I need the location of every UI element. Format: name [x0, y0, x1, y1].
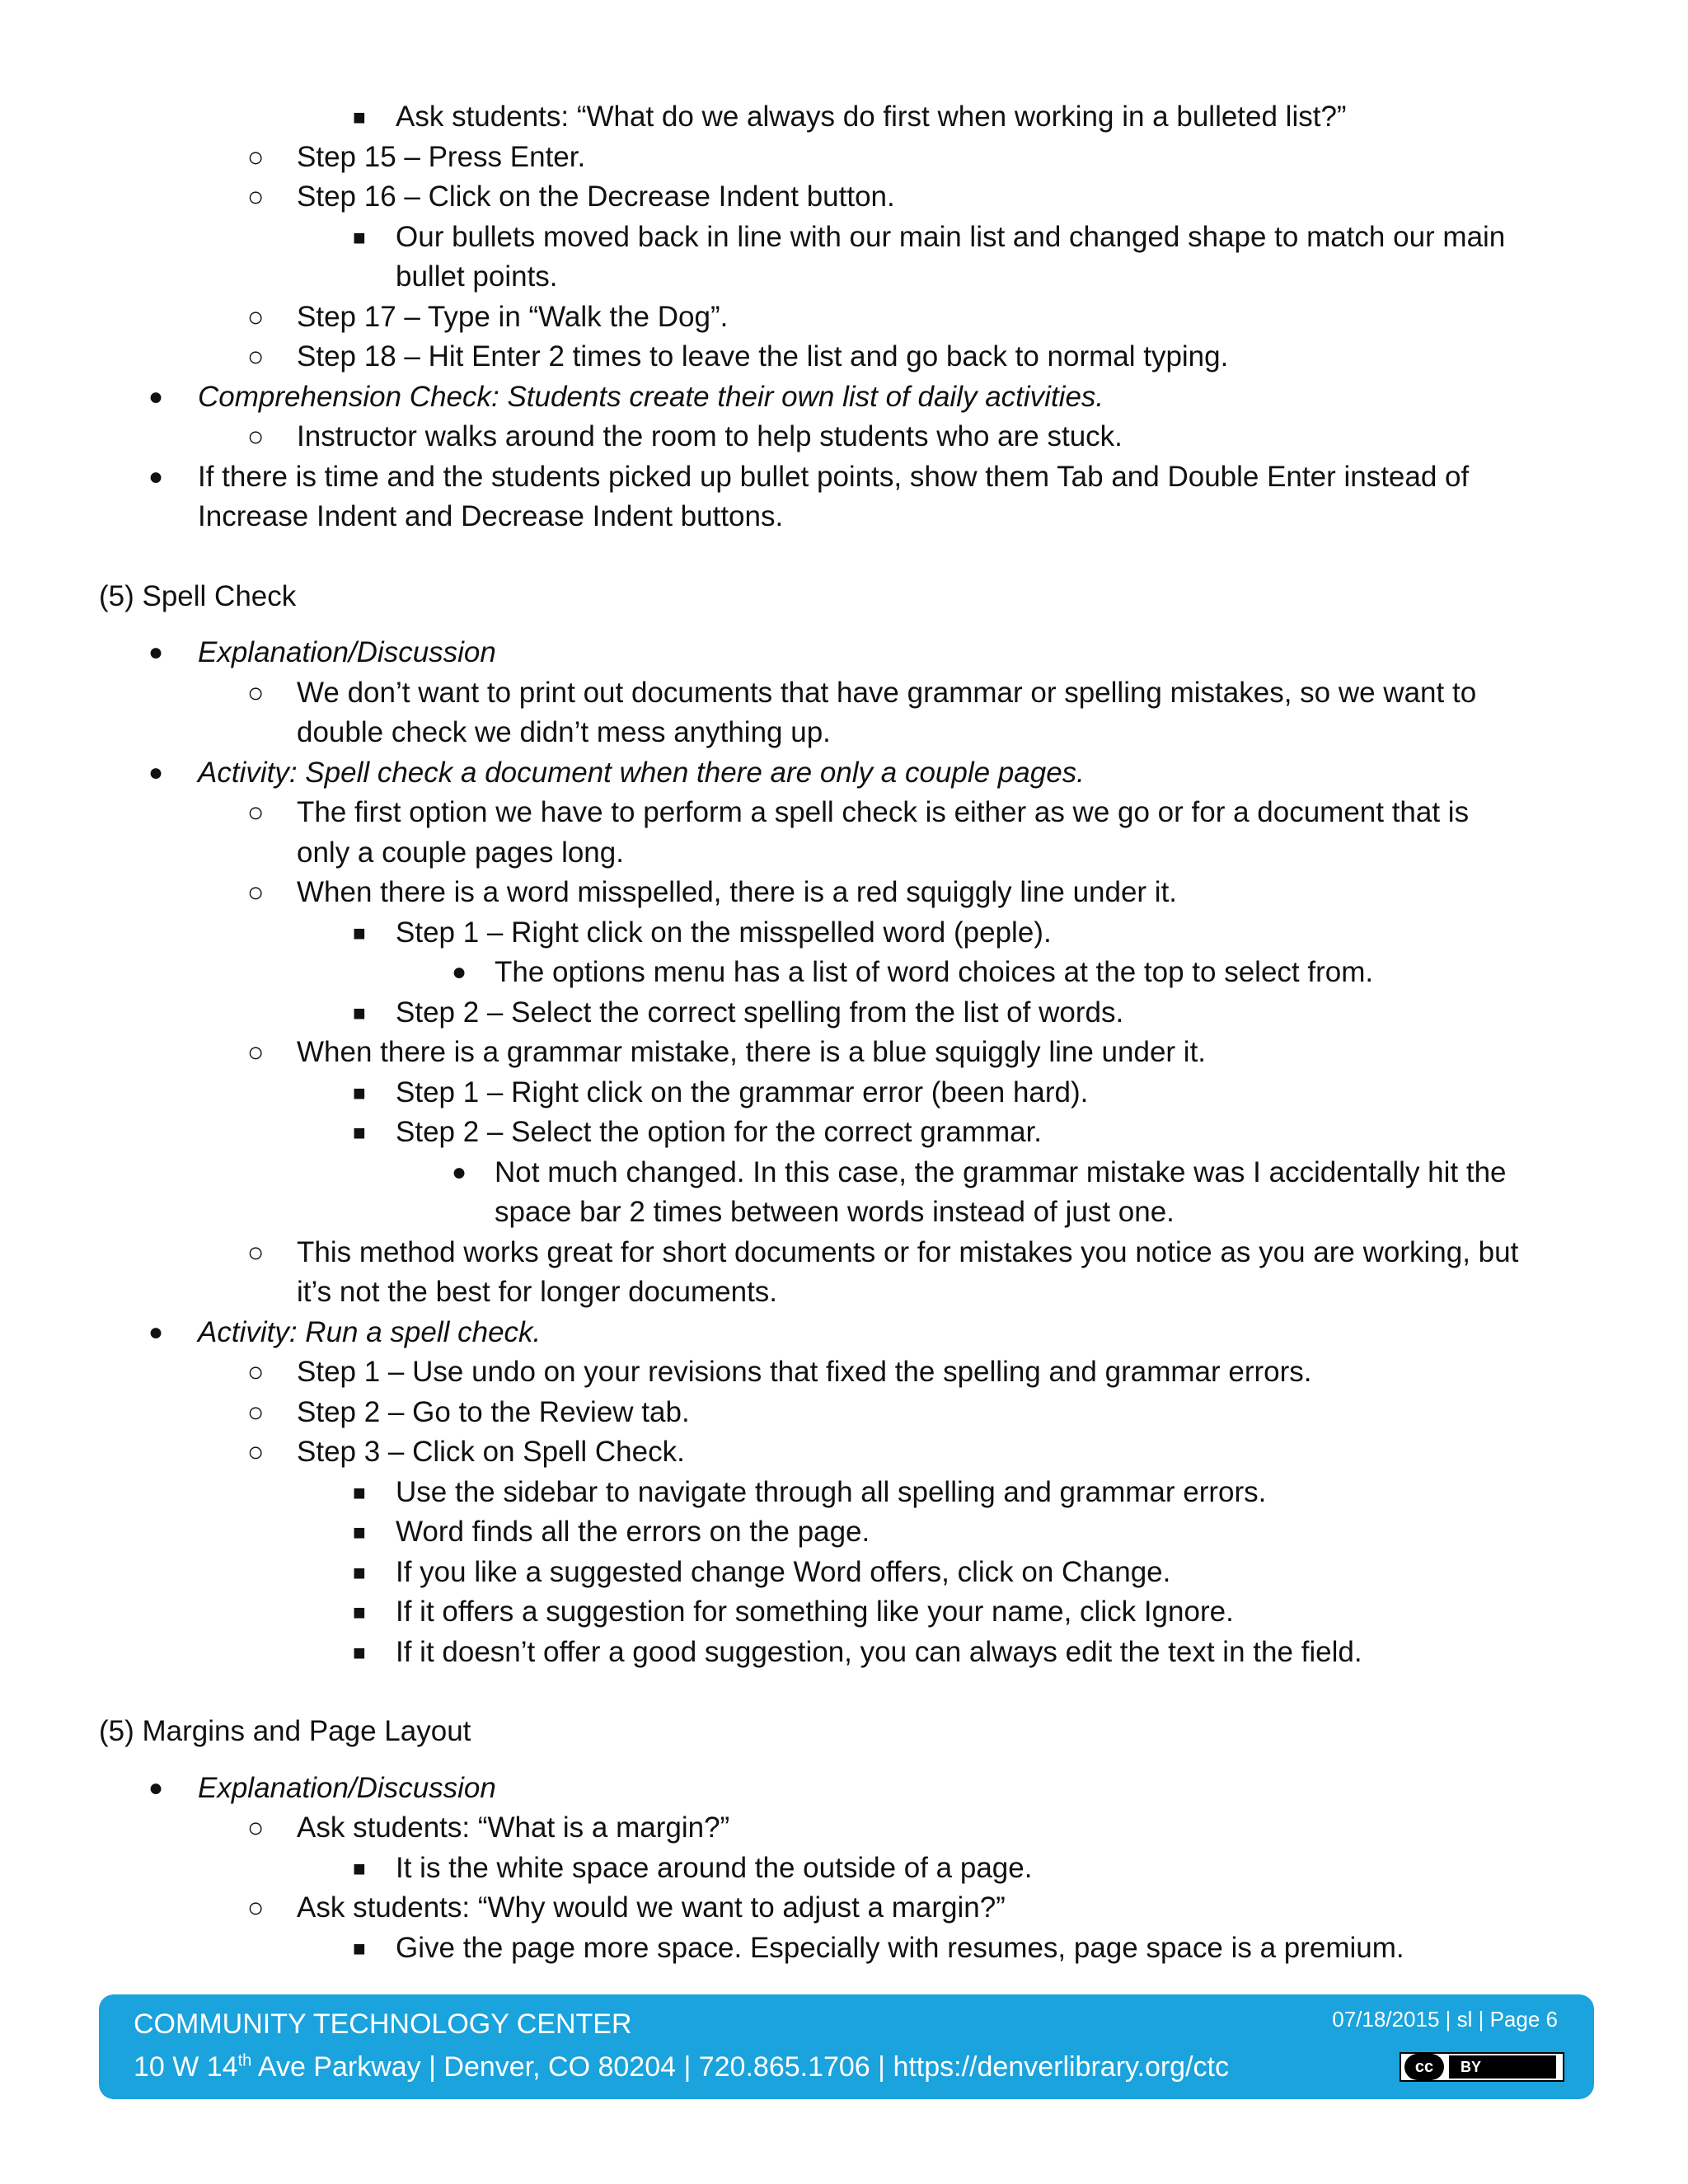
list-item: ■ It is the white space around the outside of a page. [0, 1849, 1688, 1889]
list-item: ■ Use the sidebar to navigate through all spelling and grammar errors. [0, 1473, 1688, 1513]
circle-bullet: ○ [247, 341, 265, 373]
section-heading-margins: (5) Margins and Page Layout [99, 1715, 471, 1747]
square-bullet: ■ [353, 1600, 366, 1624]
disc-bullet: ● [452, 958, 467, 986]
list-item: ● The options menu has a list of word choices at the top to select from. [0, 953, 1688, 993]
disc-bullet: ● [148, 758, 164, 786]
circle-bullet: ○ [247, 797, 265, 828]
list-item: ■ Give the page more space. Especially with resumes, page space is a premium. [0, 1929, 1688, 1969]
list-item: ● Not much changed. In this case, the grammar mistake was I accidentally hit the [0, 1153, 1688, 1193]
list-item: ● Explanation/Discussion [0, 633, 1688, 673]
list-item: ○ Step 3 – Click on Spell Check. [0, 1432, 1688, 1473]
circle-bullet: ○ [247, 1357, 265, 1388]
circle-bullet: ○ [247, 141, 265, 173]
circle-bullet: ○ [247, 181, 265, 213]
list-item: ■ Step 2 – Select the correct spelling from the list of words. [0, 993, 1688, 1033]
square-bullet: ■ [353, 1080, 366, 1105]
list-item: ■ Our bullets moved back in line with our main list and changed shape to match our main [0, 218, 1688, 258]
section-heading-spell-check: (5) Spell Check [99, 579, 297, 612]
cc-by-license-icon [1400, 2052, 1564, 2082]
list-item-continuation: space bar 2 times between words instead of just one. [495, 1196, 1175, 1228]
list-item: ■ Word finds all the errors on the page. [0, 1512, 1688, 1553]
footer-date-page: 07/18/2015 | sl | Page 6 [1332, 2007, 1558, 2032]
list-item: ○ Step 18 – Hit Enter 2 times to leave the list and go back to normal typing. [0, 337, 1688, 377]
circle-bullet: ○ [247, 677, 265, 709]
disc-bullet: ● [452, 1158, 467, 1186]
list-item: ○ Step 2 – Go to the Review tab. [0, 1393, 1688, 1433]
circle-bullet: ○ [247, 877, 265, 908]
list-item: ○ The first option we have to perform a spell check is either as we go or for a document that is [0, 793, 1688, 833]
list-item: ■ Step 1 – Right click on the grammar error (been hard). [0, 1073, 1688, 1113]
square-bullet: ■ [353, 1120, 366, 1145]
circle-bullet: ○ [247, 301, 265, 333]
list-item: ○ When there is a word misspelled, there is a red squiggly line under it. [0, 873, 1688, 913]
list-item: ■ Step 1 – Right click on the misspelled word (peple). [0, 913, 1688, 954]
circle-bullet: ○ [247, 1037, 265, 1068]
list-item: ■ If it doesn’t offer a good suggestion, you can always edit the text in the field. [0, 1633, 1688, 1673]
list-item: ○ Step 16 – Click on the Decrease Indent button. [0, 177, 1688, 218]
square-bullet: ■ [353, 920, 366, 945]
list-item-continuation: bullet points. [396, 260, 558, 293]
list-item: ■ Step 2 – Select the option for the correct grammar. [0, 1113, 1688, 1153]
circle-bullet: ○ [247, 1436, 265, 1468]
square-bullet: ■ [353, 1639, 366, 1665]
square-bullet: ■ [353, 1000, 366, 1025]
square-bullet: ■ [353, 224, 366, 250]
by-label: BY [1449, 2055, 1556, 2079]
disc-bullet: ● [148, 1318, 164, 1346]
page-footer [99, 1994, 1594, 2099]
square-bullet: ■ [353, 1855, 366, 1881]
square-bullet: ■ [353, 105, 366, 129]
list-item: ○ Step 1 – Use undo on your revisions that fixed the spelling and grammar errors. [0, 1352, 1688, 1393]
list-item: ○ This method works great for short documents or for mistakes you notice as you are working, but [0, 1233, 1688, 1273]
list-item-continuation: it’s not the best for longer documents. [297, 1276, 778, 1308]
list-item: ○ When there is a grammar mistake, there is a blue squiggly line under it. [0, 1033, 1688, 1073]
list-item: ○ Step 15 – Press Enter. [0, 138, 1688, 178]
list-item-continuation: only a couple pages long. [297, 836, 624, 869]
list-item: ● Explanation/Discussion [0, 1769, 1688, 1809]
square-bullet: ■ [353, 1520, 366, 1544]
square-bullet: ■ [353, 1559, 366, 1585]
list-item-continuation: double check we didn’t mess anything up. [297, 716, 831, 748]
circle-bullet: ○ [247, 1396, 265, 1428]
list-item: ● Activity: Spell check a document when there are only a couple pages. [0, 753, 1688, 794]
disc-bullet: ● [148, 1774, 164, 1802]
list-item: ● Comprehension Check: Students create their own list of daily activities. [0, 377, 1688, 418]
disc-bullet: ● [148, 462, 164, 490]
document-body [0, 97, 1688, 1968]
list-item: ■ Ask students: “What do we always do first when working in a bulleted list?” [0, 97, 1688, 138]
circle-bullet: ○ [247, 1812, 265, 1844]
disc-bullet: ● [148, 639, 164, 666]
list-item-continuation: Increase Indent and Decrease Indent buttons. [198, 500, 784, 532]
list-item: ○ Step 17 – Type in “Walk the Dog”. [0, 298, 1688, 338]
square-bullet: ■ [353, 1479, 366, 1505]
circle-bullet: ○ [247, 1892, 265, 1924]
footer-organization: COMMUNITY TECHNOLOGY CENTER [134, 2008, 632, 2040]
list-item: ○ Ask students: “Why would we want to adjust a margin?” [0, 1888, 1688, 1929]
list-item: ● Activity: Run a spell check. [0, 1313, 1688, 1353]
list-item: ● If there is time and the students picked up bullet points, show them Tab and Double Enter instead of [0, 457, 1688, 498]
disc-bullet: ● [148, 382, 164, 410]
cc-icon: cc [1404, 2054, 1444, 2080]
list-item: ○ Ask students: “What is a margin?” [0, 1808, 1688, 1849]
list-item: ■ If it offers a suggestion for something like your name, click Ignore. [0, 1592, 1688, 1633]
footer-address: 10 W 14th Ave Parkway | Denver, CO 80204 | 720.865.1706 | https://denverlibrary.org/ctc [134, 2051, 1229, 2083]
list-item: ■ If you like a suggested change Word offers, click on Change. [0, 1553, 1688, 1593]
circle-bullet: ○ [247, 421, 265, 452]
square-bullet: ■ [353, 1935, 366, 1961]
list-item: ○ Instructor walks around the room to help students who are stuck. [0, 417, 1688, 457]
circle-bullet: ○ [247, 1236, 265, 1268]
list-item: ○ We don’t want to print out documents that have grammar or spelling mistakes, so we want to [0, 673, 1688, 714]
